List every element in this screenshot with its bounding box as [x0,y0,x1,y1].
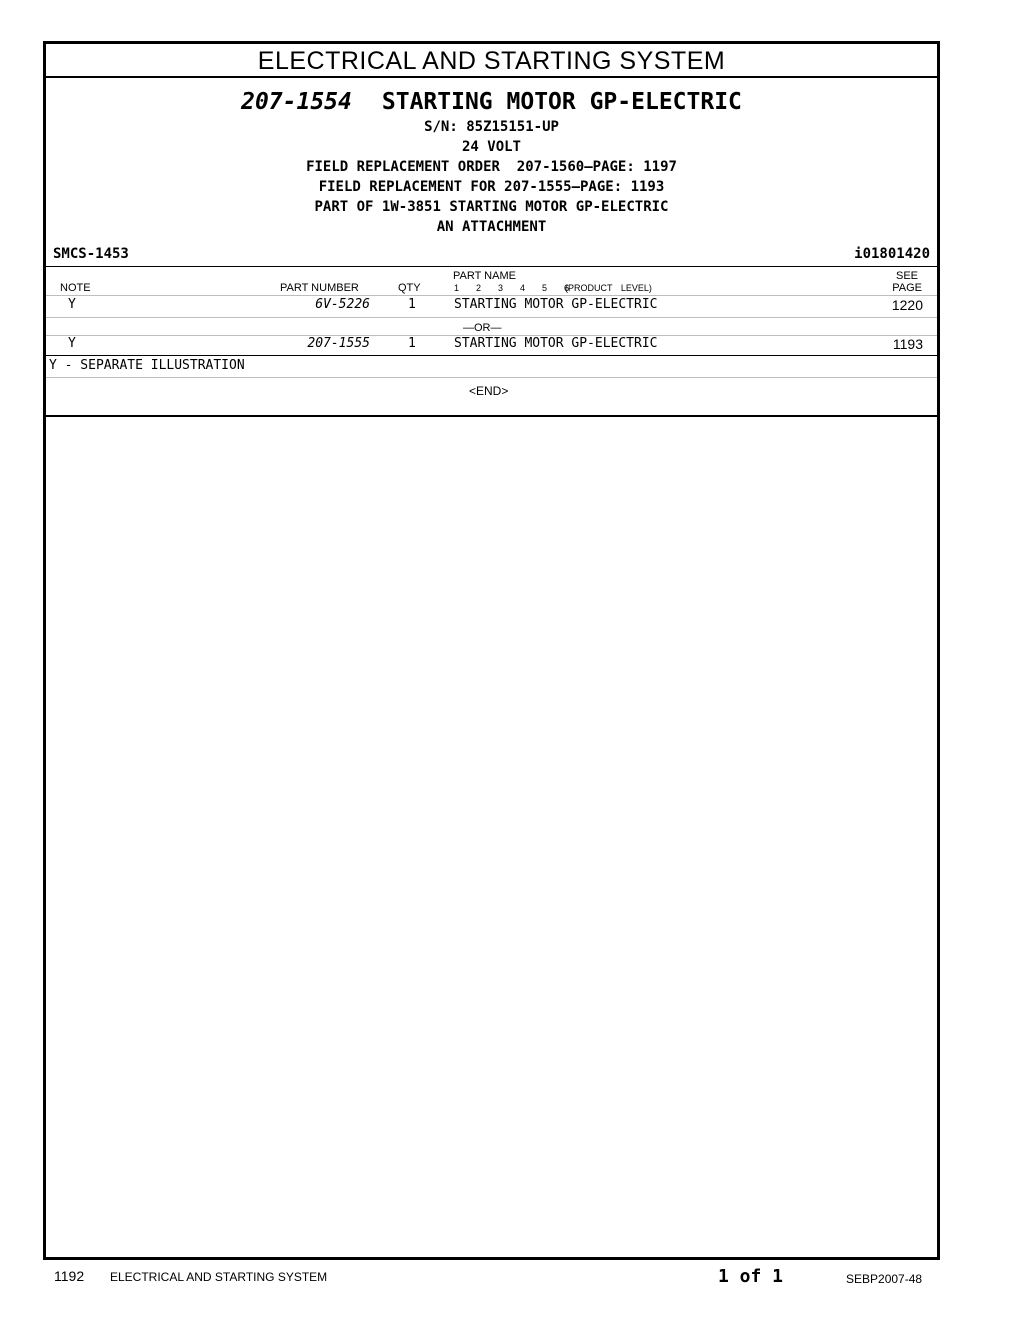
field-replacement-order: FIELD REPLACEMENT ORDER 207-1560—PAGE: 1197 [306,159,677,175]
group-part-number: 207-1554 [241,89,352,115]
smcs-code: SMCS-1453 [53,246,129,262]
row-qty: 1 [408,336,416,351]
voltage: 24 VOLT [461,139,521,155]
col-levels: 1 2 3 4 5 6 [454,283,570,293]
row-see-page[interactable]: 1220 [891,297,923,313]
section-title: ELECTRICAL AND STARTING SYSTEM [46,44,937,78]
divider [46,317,937,318]
row-part-number[interactable]: 6V-5226 [315,297,370,312]
footer-section: ELECTRICAL AND STARTING SYSTEM [110,1270,328,1284]
group-title [46,87,937,117]
legend: Y - SEPARATE ILLUSTRATION [49,358,245,373]
divider [46,266,937,267]
illustration-id: i01801420 [854,246,930,262]
footer-page-of: 1 of 1 [718,1266,784,1287]
col-product-level: (PRODUCT LEVEL) [565,283,652,293]
col-part-name: PART NAME [453,270,516,282]
row-part-name: STARTING MOTOR GP-ELECTRIC [454,336,658,351]
row-part-name: STARTING MOTOR GP-ELECTRIC [454,297,658,312]
col-see: SEE [895,270,918,282]
or-separator: —OR— [463,322,502,334]
serial-number-range: S/N: 85Z15151-UP [424,119,559,135]
divider [46,377,937,378]
field-replacement-for: FIELD REPLACEMENT FOR 207-1555—PAGE: 1193 [318,179,665,195]
group-part-name: STARTING MOTOR GP-ELECTRIC [381,89,742,115]
divider [46,295,937,296]
row-note: Y [68,297,76,312]
list-bottom-border [46,415,937,417]
col-part-number: PART NUMBER [280,282,359,294]
row-qty: 1 [408,297,416,312]
col-note: NOTE [60,282,91,294]
attachment-note: AN ATTACHMENT [436,219,547,235]
row-see-page[interactable]: 1193 [892,336,923,352]
divider [46,355,937,356]
col-qty: QTY [398,282,421,294]
part-of: PART OF 1W-3851 STARTING MOTOR GP-ELECTRIC [314,199,669,215]
row-part-number[interactable]: 207-1555 [307,336,370,351]
end-marker: <END> [469,384,509,398]
group-header [46,87,937,237]
row-note: Y [68,336,76,351]
col-page: PAGE [892,282,922,294]
footer-page-number: 1192 [54,1268,85,1284]
parts-page [43,41,940,1260]
footer-doc-id: SEBP2007-48 [846,1272,923,1286]
